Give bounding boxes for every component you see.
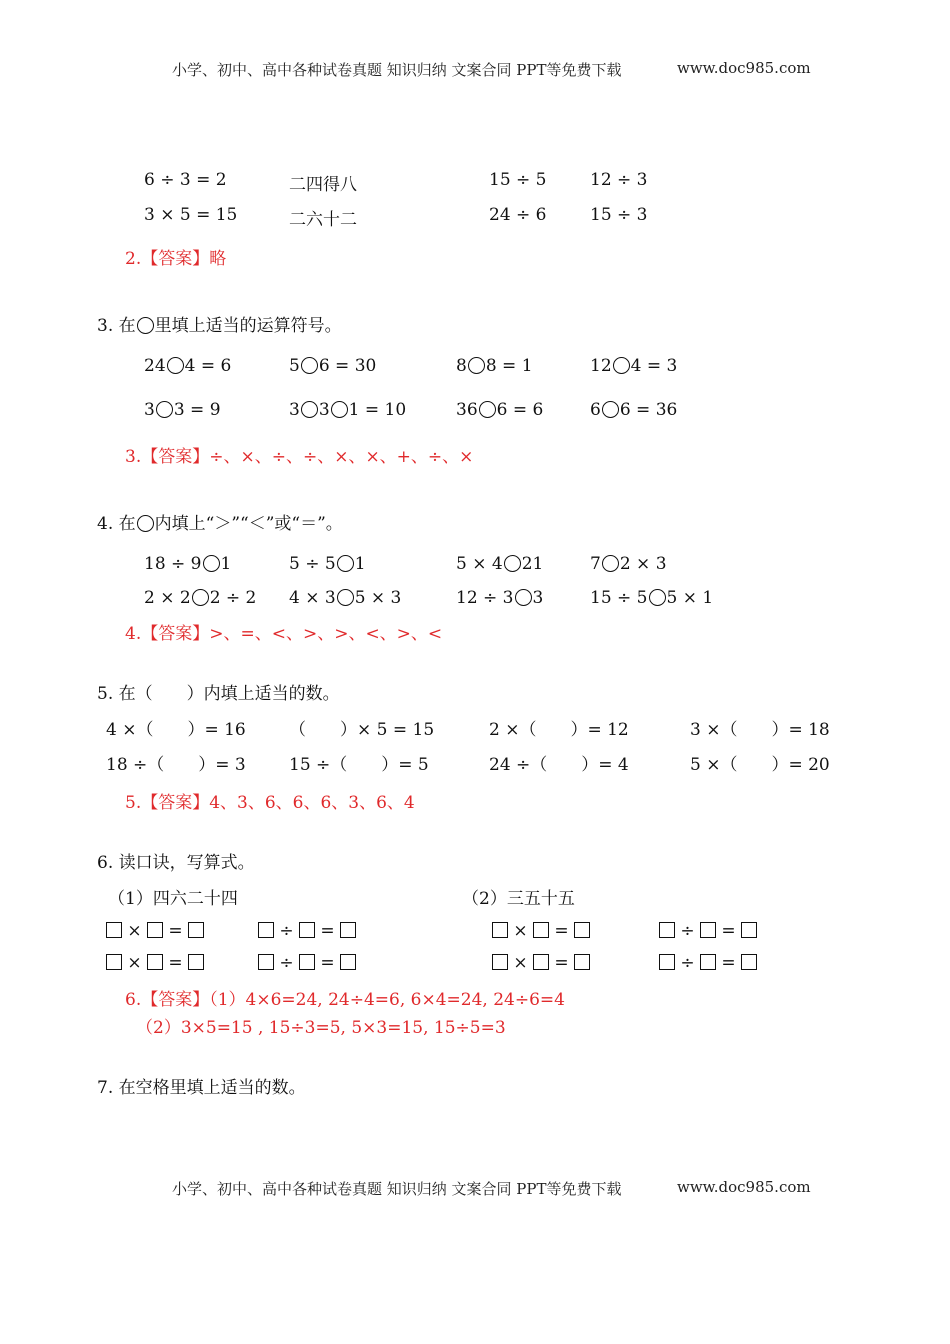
- q1-row-1: [0, 170, 950, 194]
- q5-item[interactable]: 15 ÷（ ）= 5: [289, 755, 429, 775]
- blank-circle-icon[interactable]: [504, 555, 521, 572]
- q5-item[interactable]: 3 ×（ ）= 18: [690, 720, 830, 740]
- blank-square-icon[interactable]: [106, 954, 122, 970]
- blank-circle-icon[interactable]: [602, 555, 619, 572]
- q4-item: 5 × 4 21: [456, 554, 544, 574]
- q6-equation: ÷ =: [258, 953, 356, 973]
- blank-circle-icon[interactable]: [203, 555, 220, 572]
- answer-4: 4.【答案】>、=、<、>、>、<、>、<: [125, 624, 443, 644]
- blank-circle-icon: [137, 317, 154, 334]
- blank-square-icon[interactable]: [258, 922, 274, 938]
- q1-row-2: [0, 205, 950, 229]
- q1-cell: 3 × 5 = 15: [144, 205, 238, 225]
- footer-url[interactable]: www.doc985.com: [677, 1178, 811, 1196]
- blank-square-icon[interactable]: [188, 954, 204, 970]
- blank-square-icon[interactable]: [659, 954, 675, 970]
- q6-equation: × =: [106, 921, 204, 941]
- q4-item: 12 ÷ 3 3: [456, 588, 544, 608]
- q5-item[interactable]: 5 ×（ ）= 20: [690, 755, 830, 775]
- blank-circle-icon[interactable]: [192, 589, 209, 606]
- blank-square-icon[interactable]: [741, 922, 757, 938]
- q5-row-2: [0, 750, 950, 774]
- q4-item: 15 ÷ 5 5 × 1: [590, 588, 714, 608]
- blank-square-icon[interactable]: [741, 954, 757, 970]
- blank-square-icon[interactable]: [700, 922, 716, 938]
- blank-square-icon[interactable]: [340, 954, 356, 970]
- q3-row-2: [0, 400, 950, 424]
- q5-item[interactable]: （ ）× 5 = 15: [289, 720, 435, 740]
- q6-equation: ÷ =: [659, 953, 757, 973]
- q3-row-1: [0, 356, 950, 380]
- q5-title: 5. 在（ ）内填上适当的数。: [97, 684, 340, 704]
- q6-equation: × =: [492, 921, 590, 941]
- blank-square-icon[interactable]: [574, 922, 590, 938]
- q4-item: 4 × 3 5 × 3: [289, 588, 402, 608]
- blank-circle-icon[interactable]: [515, 589, 532, 606]
- q4-title-post: 内填上“＞”“＜”或“＝”。: [154, 514, 343, 534]
- blank-circle-icon[interactable]: [468, 357, 485, 374]
- blank-circle-icon[interactable]: [613, 357, 630, 374]
- blank-circle-icon[interactable]: [479, 401, 496, 418]
- q1-cell: 24 ÷ 6: [489, 205, 547, 225]
- q6-part-1: （1）四六二十四: [108, 889, 238, 909]
- blank-square-icon[interactable]: [147, 922, 163, 938]
- q4-item: 5 ÷ 5 1: [289, 554, 366, 574]
- blank-circle-icon[interactable]: [301, 357, 318, 374]
- q1-cell: 二六十二: [289, 210, 357, 230]
- q5-row-1: [0, 715, 950, 739]
- q6-part-2: （2）三五十五: [462, 889, 575, 909]
- q4-item: 18 ÷ 9 1: [144, 554, 232, 574]
- blank-circle-icon[interactable]: [301, 401, 318, 418]
- blank-square-icon[interactable]: [340, 922, 356, 938]
- blank-square-icon[interactable]: [659, 922, 675, 938]
- blank-circle-icon[interactable]: [331, 401, 348, 418]
- q5-item[interactable]: 2 ×（ ）= 12: [489, 720, 629, 740]
- q6-equation: × =: [492, 953, 590, 973]
- q6-equation: × =: [106, 953, 204, 973]
- blank-square-icon[interactable]: [574, 954, 590, 970]
- q1-cell: 15 ÷ 5: [489, 170, 547, 190]
- blank-circle-icon[interactable]: [649, 589, 666, 606]
- blank-circle-icon[interactable]: [337, 589, 354, 606]
- answer-6-part-2: （2）3×5=15 , 15÷3=5, 5×3=15, 15÷5=3: [136, 1018, 506, 1038]
- blank-square-icon[interactable]: [106, 922, 122, 938]
- blank-square-icon[interactable]: [700, 954, 716, 970]
- q3-item: 6 6 = 36: [590, 400, 678, 420]
- q3-item: 5 6 = 30: [289, 356, 377, 376]
- q1-cell: 12 ÷ 3: [590, 170, 648, 190]
- answer-2: 2.【答案】略: [125, 249, 227, 269]
- q5-item[interactable]: 4 ×（ ）= 16: [106, 720, 246, 740]
- blank-circle-icon[interactable]: [156, 401, 173, 418]
- q3-item: 3 3 = 9: [144, 400, 221, 420]
- q6-title: 6. 读口诀，写算式。: [97, 853, 255, 873]
- blank-square-icon[interactable]: [492, 922, 508, 938]
- footer-text: 小学、初中、高中各种试卷真题 知识归纳 文案合同 PPT等免费下载: [172, 1180, 622, 1198]
- blank-square-icon[interactable]: [492, 954, 508, 970]
- q3-title-pre: 3. 在: [97, 316, 136, 336]
- q3-item: 12 4 = 3: [590, 356, 678, 376]
- q5-item[interactable]: 24 ÷（ ）= 4: [489, 755, 629, 775]
- header-text: 小学、初中、高中各种试卷真题 知识归纳 文案合同 PPT等免费下载: [172, 61, 622, 79]
- answer-6-part-1: 6.【答案】（1）4×6=24, 24÷4=6, 6×4=24, 24÷6=4: [125, 990, 565, 1010]
- q4-item: 7 2 × 3: [590, 554, 667, 574]
- q4-title-pre: 4. 在: [97, 514, 136, 534]
- blank-circle-icon[interactable]: [602, 401, 619, 418]
- q3-title: [97, 311, 342, 336]
- q3-item: 8 8 = 1: [456, 356, 533, 376]
- blank-square-icon[interactable]: [147, 954, 163, 970]
- q3-title-post: 里填上适当的运算符号。: [154, 316, 342, 336]
- blank-square-icon[interactable]: [533, 922, 549, 938]
- blank-square-icon[interactable]: [188, 922, 204, 938]
- blank-circle-icon[interactable]: [167, 357, 184, 374]
- q6-equation: ÷ =: [258, 921, 356, 941]
- q4-row-1: [0, 554, 950, 578]
- q3-item: 24 4 = 6: [144, 356, 232, 376]
- q6-row-2: [0, 953, 950, 977]
- blank-circle-icon: [137, 515, 154, 532]
- header-url[interactable]: www.doc985.com: [677, 59, 811, 77]
- q4-title: [97, 509, 343, 534]
- q5-item[interactable]: 18 ÷（ ）= 3: [106, 755, 246, 775]
- q3-item: 36 6 = 6: [456, 400, 544, 420]
- q3-item: 3 3 1 = 10: [289, 400, 407, 420]
- blank-circle-icon[interactable]: [337, 555, 354, 572]
- q1-cell: 二四得八: [289, 175, 357, 195]
- answer-3: 3.【答案】÷、×、÷、÷、×、×、+、÷、×: [125, 447, 474, 467]
- blank-square-icon[interactable]: [299, 922, 315, 938]
- blank-square-icon[interactable]: [258, 954, 274, 970]
- q7-title: 7. 在空格里填上适当的数。: [97, 1078, 306, 1098]
- q1-cell: 6 ÷ 3 = 2: [144, 170, 227, 190]
- blank-square-icon[interactable]: [533, 954, 549, 970]
- answer-5: 5.【答案】4、3、6、6、6、3、6、4: [125, 793, 415, 813]
- footer-banner: [172, 1178, 622, 1199]
- q4-item: 2 × 2 2 ÷ 2: [144, 588, 257, 608]
- q4-row-2: [0, 588, 950, 612]
- header-banner: [172, 59, 622, 80]
- blank-square-icon[interactable]: [299, 954, 315, 970]
- q6-equation: ÷ =: [659, 921, 757, 941]
- q1-cell: 15 ÷ 3: [590, 205, 648, 225]
- q6-row-1: [0, 921, 950, 945]
